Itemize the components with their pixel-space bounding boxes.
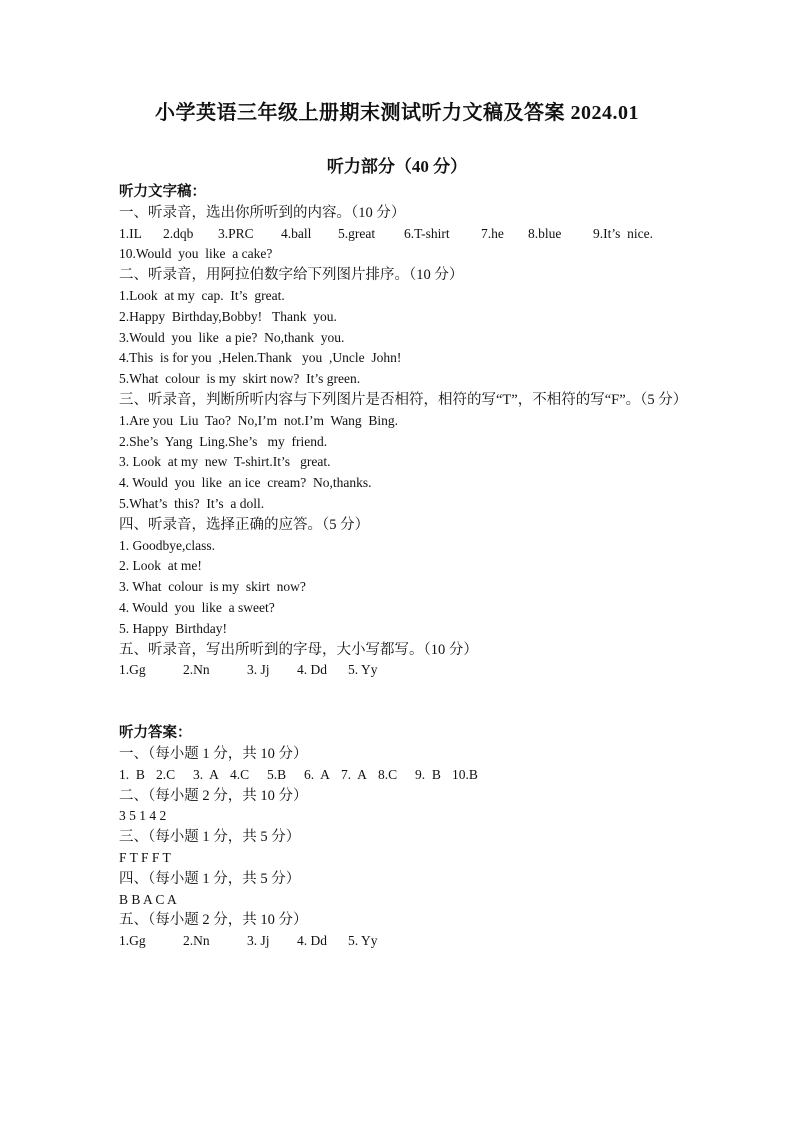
page-subtitle: 听力部分（40 分） xyxy=(326,157,468,176)
section-spacer xyxy=(119,681,689,723)
answer5-heading: 五、（每小题 2 分，共 10 分） xyxy=(119,912,308,929)
list-item: 7. A xyxy=(341,766,367,782)
list-item: 3. Jj xyxy=(247,933,270,949)
list-item: 9.It’s nice. xyxy=(593,225,653,241)
section1-items xyxy=(119,224,689,245)
document-body xyxy=(119,182,689,952)
transcript-heading: 听力文字稿： xyxy=(119,184,206,200)
list-item: 3. Look at my new T-shirt.It’s great. xyxy=(119,454,331,470)
list-item: 1.IL xyxy=(119,225,142,241)
list-item: 5.great xyxy=(338,225,376,241)
list-item: 5. Yy xyxy=(348,933,378,949)
list-item: 1.Are you Liu Tao? No,I’m not.I’m Wang Bing. xyxy=(119,412,399,428)
answer4-heading: 四、（每小题 1 分，共 5 分） xyxy=(119,870,301,887)
section5-heading: 五、听录音，写出所听到的字母，大小写都写。（10 分） xyxy=(119,641,478,658)
list-item: 2.Happy Birthday,Bobby! Thank you. xyxy=(119,308,337,324)
list-item: 4. Dd xyxy=(297,933,327,949)
list-item: 1.Gg xyxy=(119,662,146,678)
list-item: 5.What colour is my skirt now? It’s green. xyxy=(119,371,361,387)
list-item: 7.he xyxy=(481,225,504,241)
answer4-value: B B A C A xyxy=(119,891,177,907)
list-item: 2.Nn xyxy=(183,933,210,949)
answer2-heading: 二、（每小题 2 分，共 10 分） xyxy=(119,787,308,804)
list-item: 2.Nn xyxy=(183,662,210,678)
list-item: 2. Look at me! xyxy=(119,558,202,574)
list-item: 4. Dd xyxy=(297,662,327,678)
list-item: 3.Would you like a pie? No,thank you. xyxy=(119,329,345,345)
list-item: 10.B xyxy=(452,766,478,782)
section3-heading: 三、听录音，判断所听内容与下列图片是否相符，相符的写“T”，不相符的写“F”。（5 分） xyxy=(119,391,688,408)
section5-items xyxy=(119,660,689,681)
list-item: 3.PRC xyxy=(218,225,254,241)
answer3-heading: 三、（每小题 1 分，共 5 分） xyxy=(119,829,301,846)
list-item: 4. Would you like an ice cream? No,thanks. xyxy=(119,475,372,491)
list-item: 2.dqb xyxy=(163,225,194,241)
answer3-value: F T F F T xyxy=(119,849,171,865)
answers-heading: 听力答案： xyxy=(119,725,192,742)
list-item: 2.C xyxy=(156,766,176,782)
list-item: 4. Would you like a sweet? xyxy=(119,599,275,615)
list-item: 5.What’s this? It’s a doll. xyxy=(119,495,265,511)
list-item: 9. B xyxy=(415,766,441,782)
section1-item10: 10.Would you like a cake? xyxy=(119,246,273,262)
page-title: 小学英语三年级上册期末测试听力文稿及答案 2024.01 xyxy=(155,102,639,124)
list-item: 3. Jj xyxy=(247,662,270,678)
list-item: 1. Goodbye,class. xyxy=(119,537,215,553)
list-item: 8.C xyxy=(378,766,398,782)
answer2-value: 3 5 1 4 2 xyxy=(119,808,167,824)
list-item: 3. What colour is my skirt now? xyxy=(119,579,306,595)
list-item: 5. Yy xyxy=(348,662,378,678)
section2-heading: 二、听录音，用阿拉伯数字给下列图片排序。（10 分） xyxy=(119,267,464,284)
answer1-heading: 一、（每小题 1 分，共 10 分） xyxy=(119,745,308,762)
list-item: 4.This is for you ,Helen.Thank you ,Uncle John! xyxy=(119,350,402,366)
list-item: 8.blue xyxy=(528,225,562,241)
list-item: 5.B xyxy=(267,766,287,782)
list-item: 6.T-shirt xyxy=(404,225,450,241)
section1-heading: 一、听录音，选出你所听到的内容。（10 分） xyxy=(119,204,406,221)
answer1-items xyxy=(119,765,689,786)
list-item: 4.C xyxy=(230,766,250,782)
list-item: 1.Gg xyxy=(119,933,146,949)
list-item: 5. Happy Birthday! xyxy=(119,620,227,636)
list-item: 4.ball xyxy=(281,225,312,241)
section4-heading: 四、听录音，选择正确的应答。（5 分） xyxy=(119,516,370,533)
list-item: 1.Look at my cap. It’s great. xyxy=(119,287,285,303)
answer5-items xyxy=(119,931,689,952)
list-item: 1. B xyxy=(119,766,145,782)
list-item: 2.She’s Yang Ling.She’s my friend. xyxy=(119,433,328,449)
list-item: 6. A xyxy=(304,766,330,782)
list-item: 3. A xyxy=(193,766,219,782)
